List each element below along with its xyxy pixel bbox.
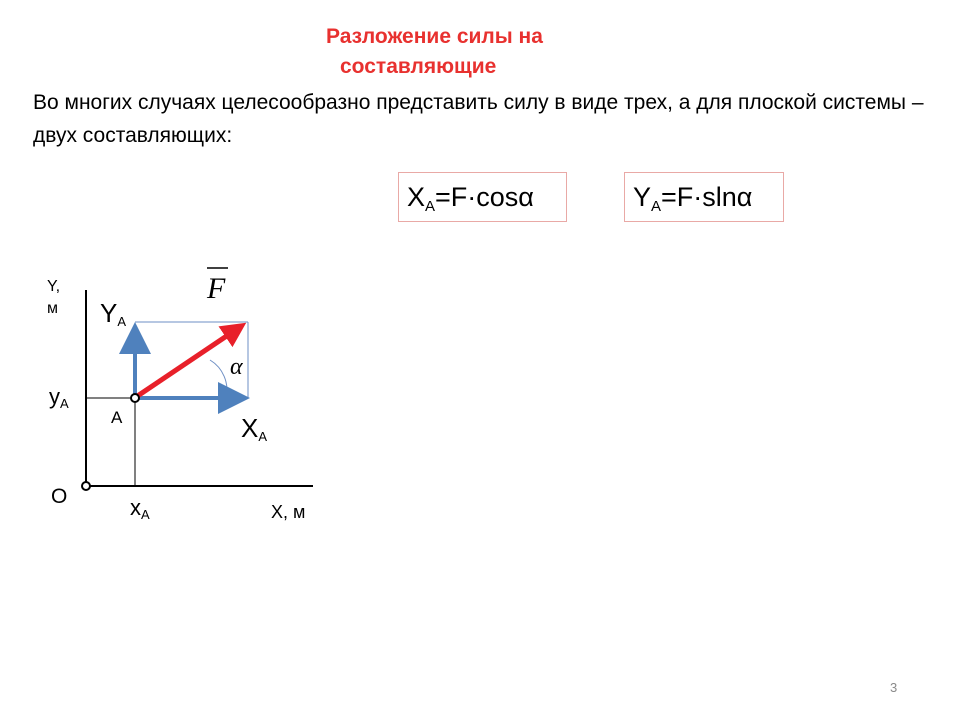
x-component-main: X — [241, 413, 259, 443]
formula-y-symbol: Y — [633, 182, 652, 212]
origin-label: O — [51, 485, 68, 508]
formula-x-symbol: X — [407, 182, 426, 212]
angle-arc — [210, 360, 227, 398]
y-coordinate-sub: A — [60, 396, 69, 411]
page-number: 3 — [890, 680, 898, 695]
y-coordinate-label — [49, 386, 69, 410]
formula-y-sub: A — [651, 198, 662, 215]
force-vector — [136, 327, 240, 397]
y-component-label — [100, 300, 126, 328]
origin-marker — [82, 482, 90, 490]
x-axis-label: X, м — [271, 502, 306, 522]
x-coordinate-sub: A — [141, 507, 150, 522]
x-coordinate-label — [130, 497, 150, 521]
point-a-label: A — [111, 408, 123, 427]
force-label: F — [207, 272, 226, 305]
intro-text: Во многих случаях целесообразно представить силу в виде трех, а для плоской системы – двух составляющих: — [33, 91, 924, 147]
angle-label: α — [230, 354, 243, 380]
title-line-2: составляющие — [340, 55, 497, 78]
y-component-sub: A — [117, 314, 127, 329]
point-a-marker — [131, 394, 139, 402]
x-coordinate-main: x — [130, 495, 141, 520]
x-component-sub: A — [258, 429, 268, 444]
title-line-1: Разложение силы на — [326, 25, 543, 48]
formula-y-expr: =F·slnα — [661, 182, 753, 212]
y-axis-label: Y, м — [47, 278, 61, 317]
x-component-label — [241, 415, 267, 443]
formula-x-sub: A — [425, 198, 436, 215]
y-coordinate-main: y — [49, 384, 60, 409]
y-component-main: Y — [100, 298, 118, 328]
formula-x-expr: =F·cosα — [435, 182, 534, 212]
